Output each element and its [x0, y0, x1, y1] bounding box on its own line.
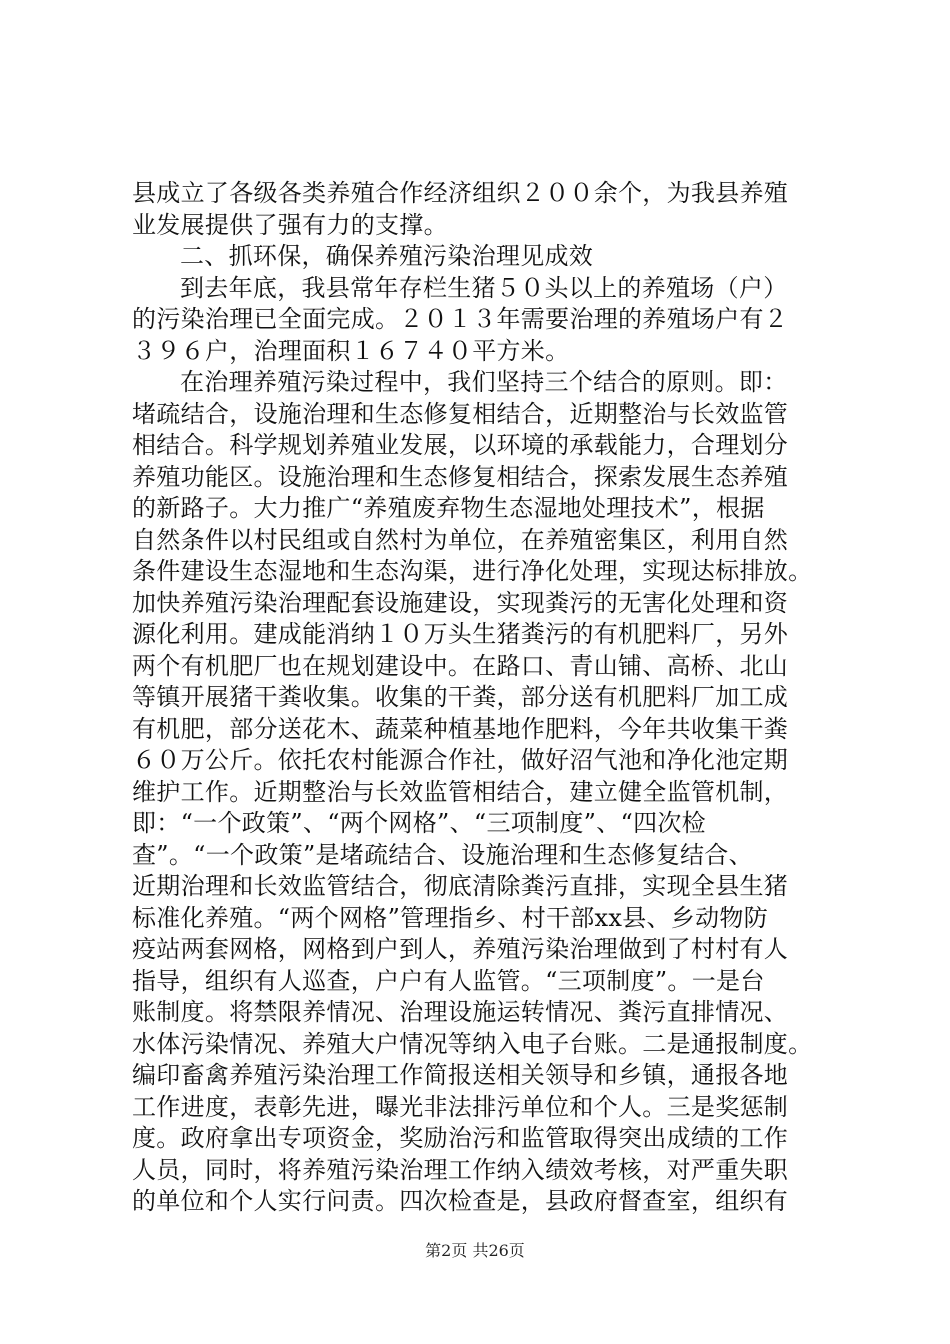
text-line: 即：“一个政策”、“两个网格”、“三项制度”、“四次检 [132, 809, 706, 837]
text-line: ３９６户，治理面积１６７４０平方米。 [132, 336, 570, 365]
text-line: 县成立了各级各类养殖合作经济组织２００余个，为我县养殖 [132, 179, 789, 207]
text-line: 疫站两套网格，网格到户到人，养殖污染治理做到了村村有人 [132, 935, 789, 963]
text-line: 条件建设生态湿地和生态沟渠，进行净化处理，实现达标排放。 [132, 557, 813, 585]
text-line: 近期治理和长效监管结合，彻底清除粪污直排，实现全县生猪 [132, 872, 789, 900]
page-footer: 第2页 共26页 [425, 1241, 525, 1260]
text-line: 水体污染情况、养殖大户情况等纳入电子台账。二是通报制度。 [132, 1029, 813, 1058]
body-text [132, 178, 852, 1218]
text-line: 工作进度，表彰先进，曝光非法排污单位和个人。三是奖惩制 [132, 1092, 789, 1121]
text-line: 的污染治理已全面完成。２０１３年需要治理的养殖场户有２ [132, 305, 789, 333]
text-line: 源化利用。建成能消纳１０万头生猪粪污的有机肥料厂，另外 [132, 620, 789, 648]
text-line: 的新路子。大力推广“养殖废弃物生态湿地处理技术”，根据 [132, 494, 765, 522]
text-line: 相结合。科学规划养殖业发展，以环境的承载能力，合理划分 [132, 431, 789, 459]
text-line: 养殖功能区。设施治理和生态修复相结合，探索发展生态养殖 [132, 462, 789, 491]
text-line: 堵疏结合，设施治理和生态修复相结合，近期整治与长效监管 [132, 399, 789, 428]
text-line: 在治理养殖污染过程中，我们坚持三个结合的原则。即： [180, 368, 788, 396]
text-line: 编印畜禽养殖污染治理工作简报送相关领导和乡镇，通报各地 [132, 1061, 789, 1089]
text-line: 加快养殖污染治理配套设施建设，实现粪污的无害化处理和资 [132, 588, 789, 617]
text-line: 的单位和个人实行问责。四次检查是，县政府督查室，组织有 [132, 1187, 789, 1215]
text-line: 查”。“一个政策”是堵疏结合、设施治理和生态修复结合、 [132, 840, 753, 869]
text-line: 自然条件以村民组或自然村为单位，在养殖密集区，利用自然 [132, 525, 789, 554]
text-line: 人员，同时，将养殖污染治理工作纳入绩效考核，对严重失职 [132, 1155, 789, 1184]
text-line: 等镇开展猪干粪收集。收集的干粪，部分送有机肥料厂加工成 [132, 683, 789, 711]
text-line: ６０万公斤。依托农村能源合作社，做好沼气池和净化池定期 [132, 746, 789, 774]
text-line: 维护工作。近期整治与长效监管相结合，建立健全监管机制， [132, 777, 789, 806]
section-heading: 二、抓环保，确保养殖污染治理见成效 [180, 242, 594, 270]
text-line: 两个有机肥厂也在规划建设中。在路口、青山铺、高桥、北山 [132, 651, 789, 680]
text-line: 账制度。将禁限养情况、治理设施运转情况、粪污直排情况、 [132, 998, 789, 1026]
text-line: 标准化养殖。“两个网格”管理指乡、村干部xx县、乡动物防 [132, 903, 769, 932]
text-line: 指导，组织有人巡查，户户有人监管。“三项制度”。一是台 [132, 966, 765, 995]
text-line: 有机肥，部分送花木、蔬菜种植基地作肥料，今年共收集干粪 [132, 714, 789, 743]
text-line: 到去年底，我县常年存栏生猪５０头以上的养殖场（户） [180, 273, 788, 302]
text-line: 业发展提供了强有力的支撑。 [132, 210, 448, 239]
text-line: 度。政府拿出专项资金，奖励治污和监管取得突出成绩的工作 [132, 1124, 789, 1152]
